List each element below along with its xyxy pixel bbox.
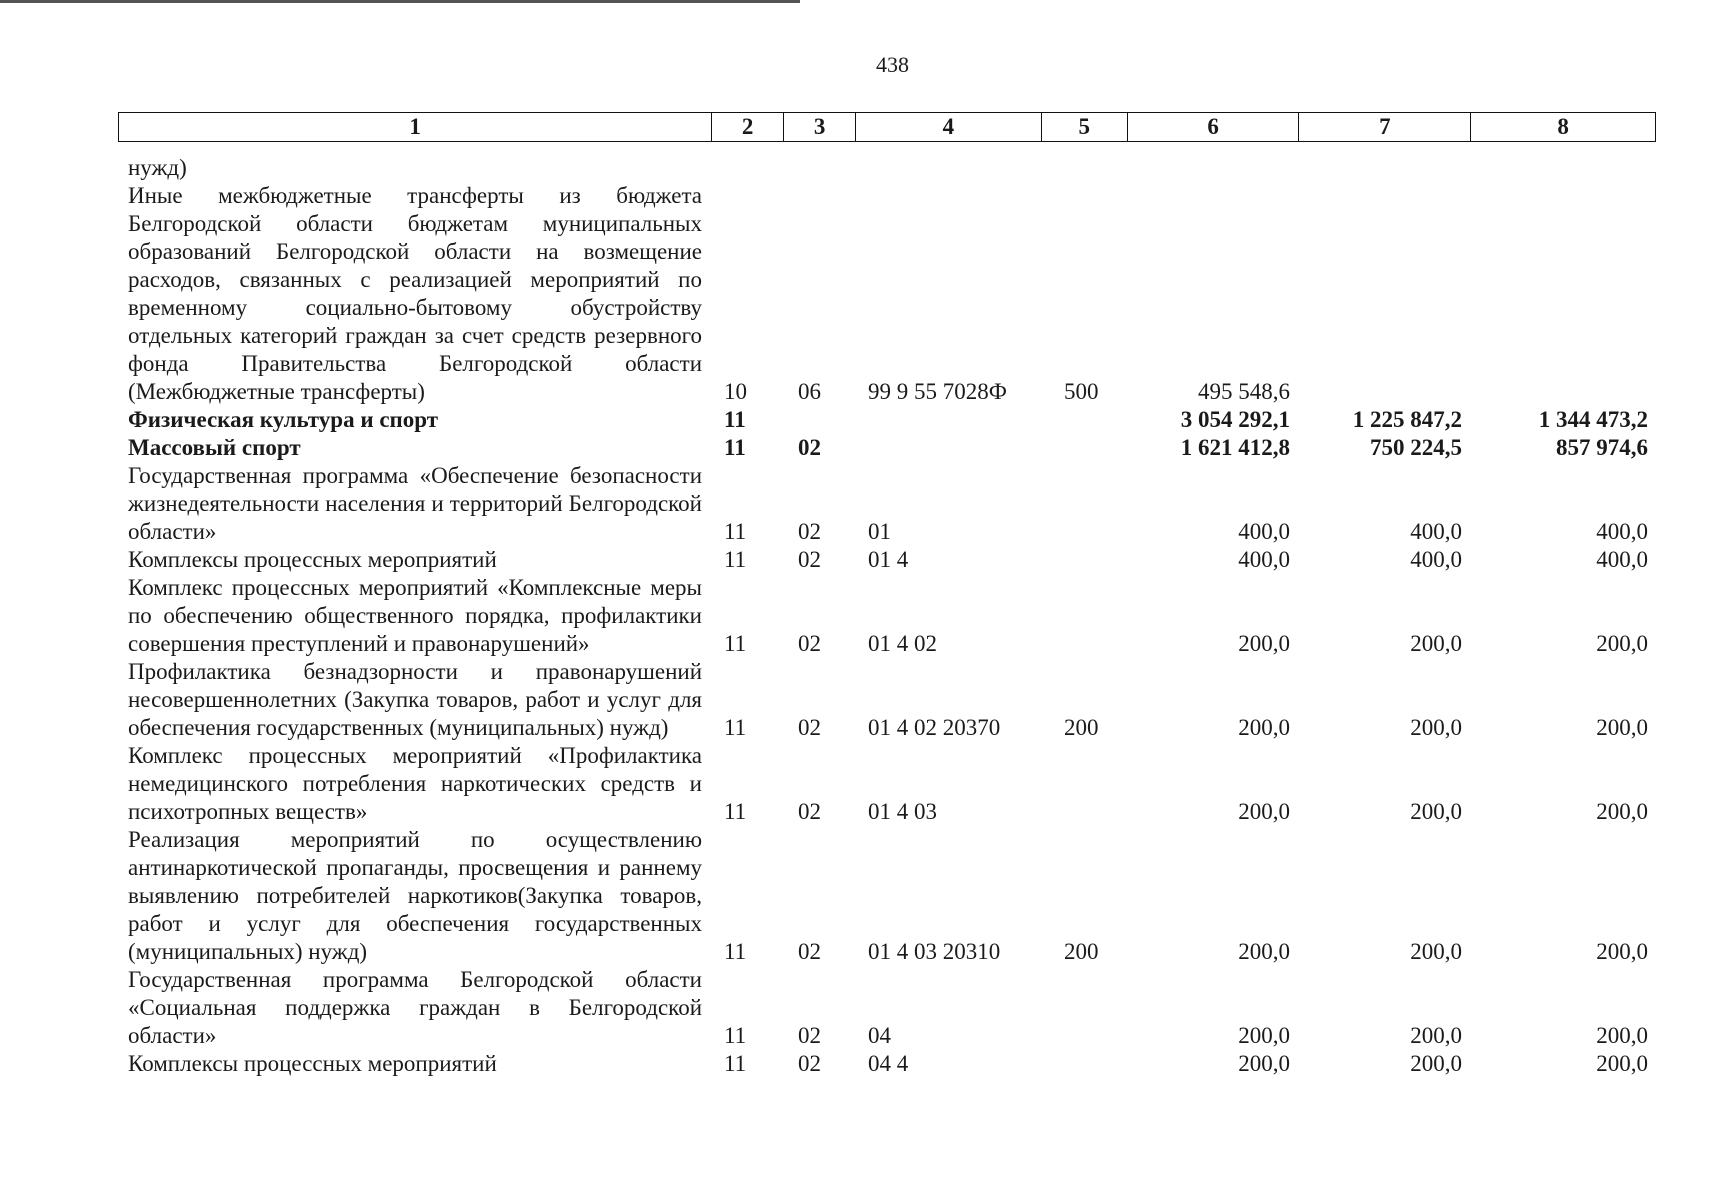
row-section-code: 11 [724,547,747,572]
table-row [118,826,1656,966]
row-section-code: 11 [724,1051,747,1076]
row-section-code: 11 [724,799,747,824]
row-description: Государственная программа Белгородской области «Социальная поддержка граждан в Белгородской области» [128,967,702,1048]
row-subsection-code: 06 [798,379,821,404]
row-section-code: 11 [724,631,747,656]
row-description: Массовый спорт [128,435,301,460]
header-col-2: 2 [712,113,784,141]
table-row [118,406,1656,434]
table-header [118,112,1656,142]
row-section-code: 10 [724,379,747,404]
header-col-8: 8 [1557,114,1569,139]
table-row [118,154,1656,182]
table-row [118,658,1656,742]
row-subsection-code: 02 [798,939,821,964]
row-amount-col6: 495 548,6 [1198,379,1290,404]
row-description: Государственная программа «Обеспечение безопасности жизнедеятельности населения и территорий Белгородской области» [128,463,702,544]
row-target-article: 01 4 03 20310 [868,939,1001,964]
row-description: Комплексы процессных мероприятий [128,1051,497,1076]
row-amount-col6: 3 054 292,1 [1180,407,1290,432]
row-target-article: 01 4 02 20370 [868,715,1001,740]
row-amount-col6: 200,0 [1238,1023,1290,1048]
row-description: Комплекс процессных мероприятий «Комплексные меры по обеспечению общественного порядка, профилактики совершения преступлений и правонарушений» [128,575,702,656]
row-amount-col8: 200,0 [1596,715,1648,740]
row-amount-col7: 200,0 [1410,1051,1462,1076]
header-col-3: 3 [784,113,856,141]
row-amount-col8: 400,0 [1596,519,1648,544]
row-amount-col7: 400,0 [1410,519,1462,544]
row-amount-col7: 750 224,5 [1370,435,1462,460]
row-amount-col8: 200,0 [1596,1023,1648,1048]
row-amount-col6: 400,0 [1238,547,1290,572]
row-amount-col7: 1 225 847,2 [1352,407,1462,432]
table-row [118,1050,1656,1078]
table-row [118,434,1656,462]
row-description: нужд) [128,155,187,180]
row-description: Комплексы процессных мероприятий [128,547,497,572]
row-amount-col6: 200,0 [1238,939,1290,964]
table-row [118,574,1656,658]
row-amount-col6: 400,0 [1238,519,1290,544]
row-amount-col7: 200,0 [1410,939,1462,964]
row-target-article: 04 4 [868,1051,909,1076]
row-amount-col6: 200,0 [1238,799,1290,824]
row-target-article: 99 9 55 7028Ф [868,379,1007,404]
row-subsection-code: 02 [798,1023,821,1048]
table-row [118,462,1656,546]
row-amount-col6: 200,0 [1238,715,1290,740]
row-subsection-code: 02 [798,715,821,740]
header-col-5: 5 [1042,113,1128,141]
row-amount-col7: 200,0 [1410,799,1462,824]
row-amount-col8: 1 344 473,2 [1538,407,1648,432]
row-subsection-code: 02 [798,435,821,460]
budget-table-body [118,154,1656,1078]
row-subsection-code: 02 [798,799,821,824]
header-col-7: 7 [1299,113,1471,141]
row-expense-type: 500 [1064,379,1099,404]
header-col-4: 4 [856,113,1042,141]
header-col-1: 1 [119,113,712,141]
row-section-code: 11 [724,939,747,964]
row-amount-col8: 200,0 [1596,1051,1648,1076]
row-target-article: 01 4 03 [868,799,937,824]
row-amount-col7: 200,0 [1410,1023,1462,1048]
table-row [118,742,1656,826]
row-section-code: 11 [724,435,746,460]
table-row [118,966,1656,1050]
row-section-code: 11 [724,407,746,432]
row-amount-col8: 857 974,6 [1556,435,1648,460]
top-scan-rule [0,0,800,3]
row-description: Комплекс процессных мероприятий «Профилактика немедицинского потребления наркотических средств и психотропных веществ» [128,743,702,824]
row-amount-col7: 200,0 [1410,715,1462,740]
row-description: Профилактика безнадзорности и правонарушений несовершеннолетних (Закупка товаров, работ и услуг для обеспечения государственных (муниципальных) нужд) [128,659,702,740]
header-col-6: 6 [1128,113,1300,141]
row-section-code: 11 [724,519,747,544]
row-subsection-code: 02 [798,631,821,656]
row-amount-col8: 400,0 [1596,547,1648,572]
row-section-code: 11 [724,1023,747,1048]
row-subsection-code: 02 [798,547,821,572]
row-section-code: 11 [724,715,747,740]
row-amount-col8: 200,0 [1596,799,1648,824]
table-row [118,182,1656,406]
row-amount-col8: 200,0 [1596,939,1648,964]
row-target-article: 01 [868,519,891,544]
row-description: Физическая культура и спорт [128,407,439,432]
table-row [118,546,1656,574]
row-amount-col8: 200,0 [1596,631,1648,656]
row-subsection-code: 02 [798,519,821,544]
row-target-article: 04 [868,1023,891,1048]
row-target-article: 01 4 [868,547,909,572]
row-amount-col7: 200,0 [1410,631,1462,656]
row-description: Реализация мероприятий по осуществлению антинаркотической пропаганды, просвещения и раннему выявлению потребителей наркотиков(Закупка товаров, работ и услуг для обеспечения государственных (муниципальных) нужд) [128,827,702,964]
row-amount-col6: 1 621 412,8 [1180,435,1290,460]
row-description: Иные межбюджетные трансферты из бюджета Белгородской области бюджетам муниципальных образований Белгородской области на возмещение расходов, связанных с реализацией мероприятий по временному социально-бытовому обустройству отдельных категорий граждан за счет средств резервного фонда Правительства Белгородской области (Межбюджетные трансферты) [128,183,702,404]
row-target-article: 01 4 02 [868,631,937,656]
row-expense-type: 200 [1064,939,1099,964]
row-expense-type: 200 [1064,715,1099,740]
row-amount-col7: 400,0 [1410,547,1462,572]
page-number: 438 [876,52,909,77]
row-subsection-code: 02 [798,1051,821,1076]
row-amount-col6: 200,0 [1238,631,1290,656]
row-amount-col6: 200,0 [1238,1051,1290,1076]
